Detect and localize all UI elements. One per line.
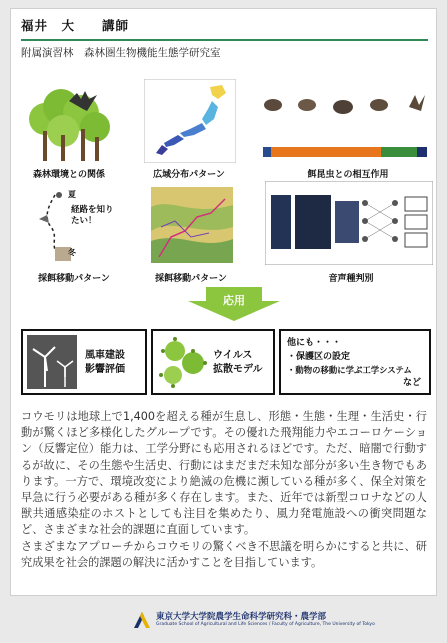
virus-icon [157, 335, 209, 389]
poster-card [10, 8, 437, 596]
header-divider [21, 39, 428, 41]
migration-illustration [35, 189, 125, 265]
university-footer [130, 608, 375, 632]
description-paragraph-2: さまざまなアプローチからコウモリの驚くべき不思議を明らかにすると共に、研究成果を社会的課題の解決に活かすことを目指しています。 [21, 539, 427, 569]
sound-caption: 音声種判別 [328, 274, 374, 284]
other-item-2: ・動物の移動に学ぶ工学システム [287, 365, 412, 375]
migration-winter-label: 冬 [68, 248, 76, 257]
wind-turbine-icon [27, 335, 77, 389]
description-paragraph-1: コウモリは地球上で1,400を超える種が生息し、形態・生態・生理・生活史・行動が驚くほど多様化したグループです。その優れた飛翔能力やエコーロケーション（反響定位）能力は、工学分野にも応用されるほどです。ただ、暗闇で行動するが故に、その生態や生活史、行動にはまだまだ未知な部分が多い生き物でもあります。一方で、環境改変により絶滅の危機に瀕している種が多く、保全対策を早急に行う必要がある種が多く存在します。また、近年では新型コロナなどの人獣共通感染症のホストとしても注目を集めたり、風力発電施設への衝突問題など、さまざまな社会的課題に直面しています。 [21, 410, 427, 537]
forest-caption: 森林環境との関係 [32, 170, 105, 180]
prey-caption: 餌昆虫との相互作用 [307, 170, 389, 180]
description [21, 409, 427, 571]
application-label: 応用 [223, 294, 245, 307]
virus-model-line2: 拡散モデル [213, 364, 263, 375]
other-applications-box [279, 329, 431, 395]
foraging-map [151, 187, 233, 263]
distribution-map [144, 79, 236, 163]
migration-summer-label: 夏 [68, 190, 76, 199]
other-item-3: など [402, 378, 421, 388]
forest-illustration [25, 83, 113, 165]
university-logo-icon [132, 610, 152, 630]
virus-model-box [151, 329, 275, 395]
wind-impact-line1: 風車建設 [85, 350, 125, 361]
migration-bubble: 経路を知りたい！ [71, 205, 114, 226]
other-item-1: ・保護区の設定 [287, 352, 351, 362]
wind-impact-box [21, 329, 147, 395]
distribution-caption: 広域分布パターン [153, 170, 225, 180]
virus-model-line1: ウイルス [213, 350, 253, 361]
footer-subtitle: Graduate School of Agricultural and Life Sciences / Faculty of Agriculture, The University of Tokyo [156, 622, 375, 627]
header [21, 15, 428, 61]
affiliation: 附属演習林 森林圏生物機能生態学研究室 [21, 47, 221, 59]
sound-diagram [265, 181, 433, 265]
wind-impact-line2: 影響評価 [85, 364, 125, 375]
foraging-caption: 採餌移動パターン [155, 274, 227, 284]
migration-caption: 採餌移動パターン [38, 274, 110, 284]
other-title: 他にも・・・ [287, 338, 342, 348]
prey-illustration [259, 85, 429, 165]
researcher-name: 福井 大 講師 [21, 18, 130, 33]
footer-title: 東京大学大学院農学生命科学研究科・農学部 [156, 612, 327, 622]
